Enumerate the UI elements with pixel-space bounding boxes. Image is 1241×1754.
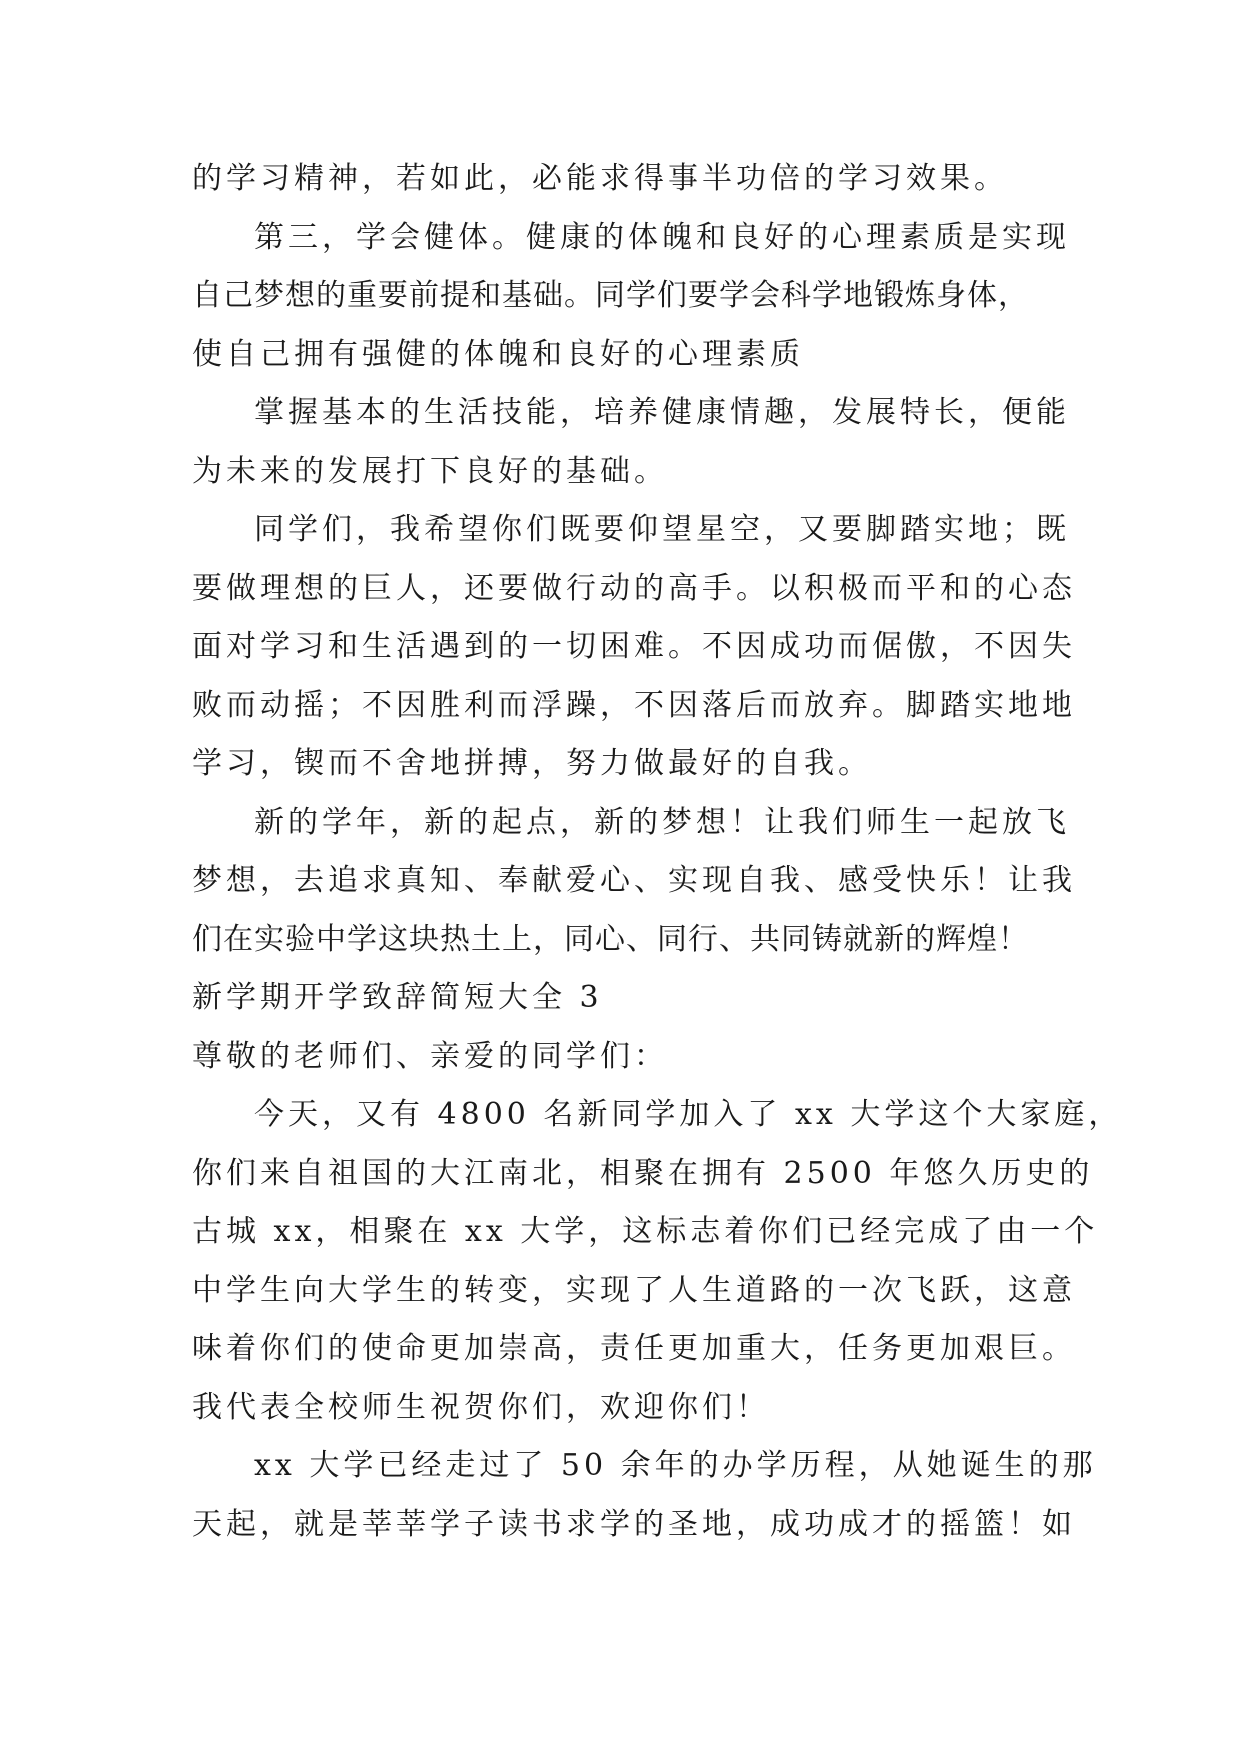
- paragraph-start-line: 掌握基本的生活技能，培养健康情趣，发展特长，便能: [254, 395, 1070, 430]
- text-line: 自己梦想的重要前提和基础。同学们要学会科学地锻炼身体，: [192, 278, 1029, 313]
- text-line: 我代表全校师生祝贺你们，欢迎你们！: [192, 1389, 770, 1425]
- text-line: 天起，就是莘莘学子读书求学的圣地，成功成才的摇篮！如: [192, 1506, 1076, 1542]
- document-body: [192, 150, 1123, 1554]
- text-line: 为未来的发展打下良好的基础。: [192, 453, 668, 489]
- text-line: 味着你们的使命更加崇高，责任更加重大，任务更加艰巨。: [192, 1331, 1076, 1366]
- text-line: 你们来自祖国的大江南北，相聚在拥有 2500 年悠久历史的: [192, 1155, 1094, 1191]
- text-line: 中学生向大学生的转变，实现了人生道路的一次飞跃，这意: [192, 1272, 1076, 1308]
- paragraph-start-line: xx 大学已经走过了 50 余年的办学历程，从她诞生的那: [254, 1448, 1097, 1483]
- paragraph-start-line: 同学们，我希望你们既要仰望星空，又要脚踏实地；既: [254, 512, 1070, 547]
- paragraph-start-line: 今天，又有 4800 名新同学加入了 xx 大学这个大家庭，: [254, 1097, 1123, 1132]
- text-line: 们在实验中学这块热土上，同心、同行、共同铸就新的辉煌！: [192, 921, 1029, 957]
- text-line: 败而动摇；不因胜利而浮躁，不因落后而放弃。脚踏实地地: [192, 687, 1076, 723]
- salutation-line: 尊敬的老师们、亲爱的同学们：: [192, 1038, 668, 1074]
- section-heading: 新学期开学致辞简短大全 3: [192, 980, 603, 1015]
- paragraph-start-line: 新的学年，新的起点，新的梦想！让我们师生一起放飞: [254, 804, 1070, 840]
- text-line: 面对学习和生活遇到的一切困难。不因成功而倨傲，不因失: [192, 629, 1076, 664]
- text-line: 要做理想的巨人，还要做行动的高手。以积极而平和的心态: [192, 570, 1076, 606]
- text-line: 古城 xx，相聚在 xx 大学，这标志着你们已经完成了由一个: [192, 1214, 1099, 1249]
- text-line: 学习，锲而不舍地拼搏，努力做最好的自我。: [192, 746, 872, 781]
- text-line: 梦想，去追求真知、奉献爱心、实现自我、感受快乐！让我: [192, 863, 1076, 898]
- text-line: 使自己拥有强健的体魄和良好的心理素质: [192, 336, 804, 372]
- paragraph-start-line: 第三，学会健体。健康的体魄和良好的心理素质是实现: [254, 219, 1070, 255]
- text-line: 的学习精神，若如此，必能求得事半功倍的学习效果。: [192, 161, 1008, 196]
